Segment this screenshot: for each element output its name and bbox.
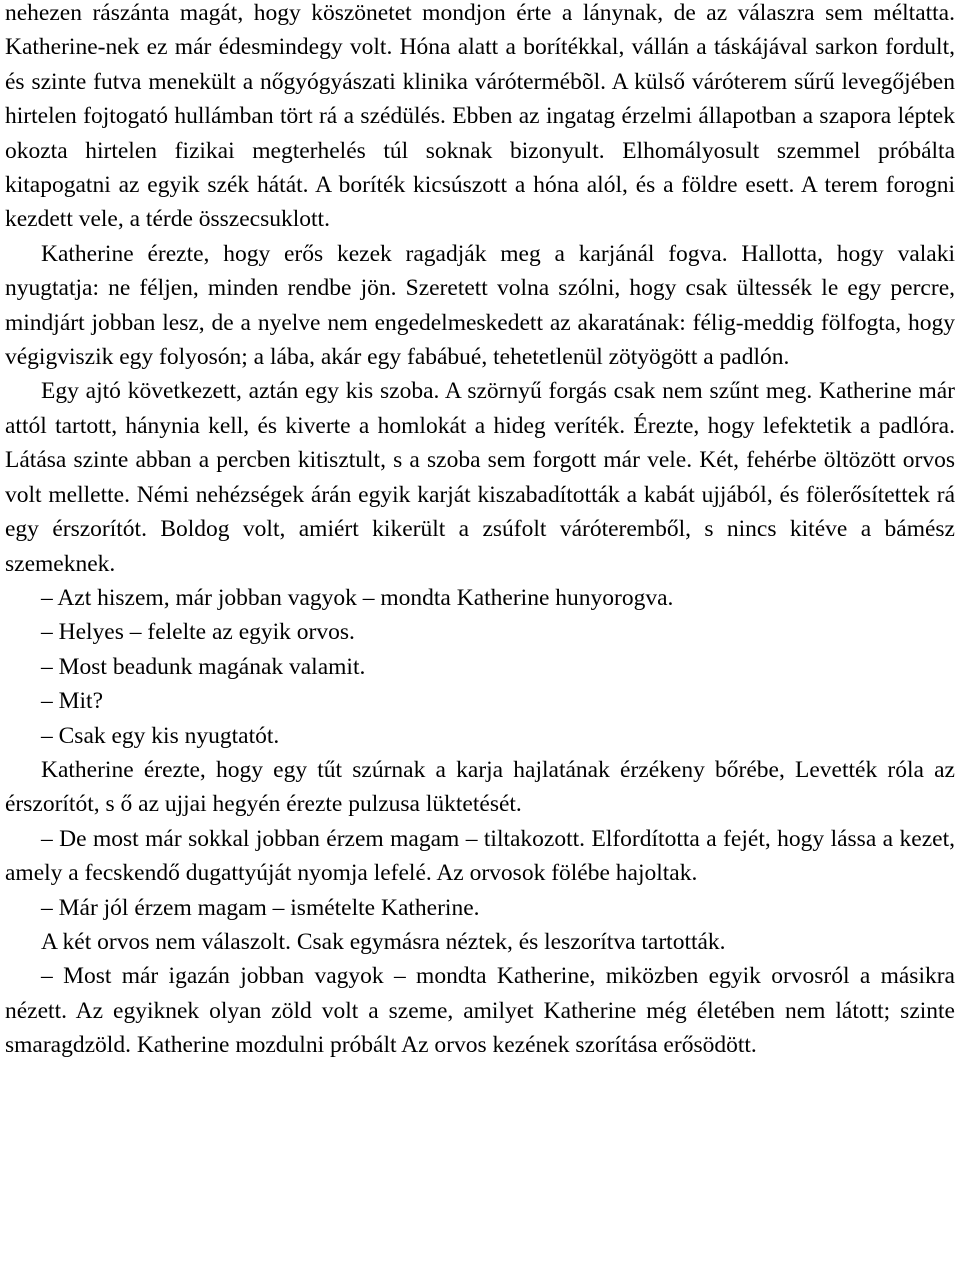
dialogue-line: – Már jól érzem magam – ismételte Katherine. <box>41 894 480 921</box>
dialogue-line: – Mit? <box>41 688 104 715</box>
dialogue-line: – Csak egy kis nyugtatót. <box>41 722 280 749</box>
dialogue-line: – Azt hiszem, már jobban vagyok – mondta Katherine hunyorogva. <box>41 584 674 611</box>
paragraph: Egy ajtó következett, aztán egy kis szoba. A szörnyű forgás csak nem szűnt meg. Katherine már attól tartott, hánynia kell, és kiverte a homlokát a hideg veríték. Érezte, hogy lefektetik a padlóra. Látása szinte abban a percben kitisztult, s a szoba sem forgott már vele. Két, fehérbe öltözött orvos volt mellette. Némi nehézségek árán egyik karját kiszabadították a kabát ujjából, és fölerősítettek rá egy érszorítót. Boldog volt, amiért kikerült a zsúfolt váróteremből, s nincs kitéve a bámész szemeknek. <box>5 378 955 577</box>
paragraph: Katherine érezte, hogy erős kezek ragadják meg a karjánál fogva. Hallotta, hogy valaki nyugtatja: ne féljen, minden rendbe jön. Szeretett volna szólni, hogy csak ültessék le egy percre, mindjárt jobban lesz, de a nyelve nem engedelmeskedett az akaratának: félig-meddig fölfogta, hogy végigviszik egy folyosón; a lába, akár egy fabábué, tehetetlenül zötyögött a padlón. <box>5 240 955 371</box>
dialogue-paragraph: – De most már sokkal jobban érzem magam – tiltakozott. Elfordította a fejét, hogy lássa a kezet, amely a fecskendő dugattyúját nyomja lefelé. Az orvosok fölébe hajoltak. <box>5 825 955 887</box>
paragraph: Katherine érezte, hogy egy tűt szúrnak a karja hajlatának érzékeny bőrébe, Levették róla az érszorítót, s ő az ujjai hegyén érezte pulzusa lüktetését. <box>5 756 955 818</box>
dialogue-paragraph: – Most már igazán jobban vagyok – mondta Katherine, miközben egyik orvosról a másikra nézett. Az egyiknek olyan zöld volt a szeme, amilyet Katherine még életében nem látott; szinte smaragdzöld. Katherine mozdulni próbált Az orvos kezének szorítása erősödött. <box>5 963 955 1059</box>
dialogue-line: – Most beadunk magának valamit. <box>41 653 366 680</box>
paragraph: nehezen rászánta magát, hogy köszönetet mondjon érte a lánynak, de az válaszra sem méltatta. Katherine-nek ez már édesmindegy volt. Hóna alatt a borítékkal, vállán a táskájával sarkon fordult, és szinte futva menekült a nőgyógyászati klinika várótermébõl. A külső váróterem sűrű levegőjében hirtelen fojtogató hullámban tört rá a szédülés. Ebben az ingatag érzelmi állapotban a szapora léptek okozta hirtelen fizikai megterhelés túl soknak bizonyult. Elhomályosult szemmel próbálta kitapogatni az egyik szék hátát. A boríték kicsúszott a hóna alól, és a földre esett. A terem forogni kezdett vele, a térde összecsuklott. <box>5 0 955 233</box>
paragraph: A két orvos nem válaszolt. Csak egymásra néztek, és leszorítva tartották. <box>41 928 726 955</box>
dialogue-line: – Helyes – felelte az egyik orvos. <box>41 619 355 646</box>
